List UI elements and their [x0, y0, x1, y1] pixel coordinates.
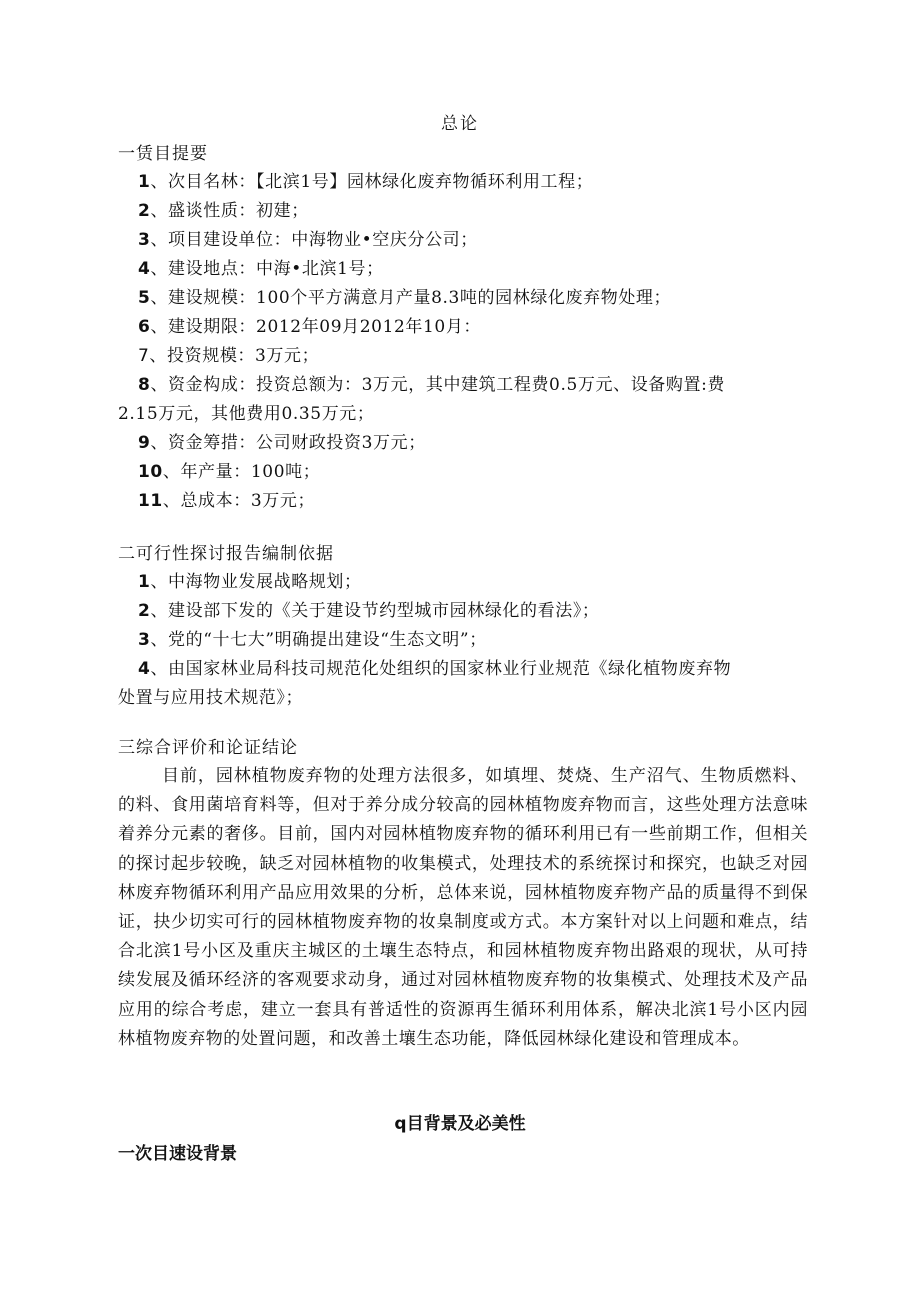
item-text: 、由国家林业局科技司规范化处组织的国家林业行业规范《绿化植物废弃物: [150, 659, 732, 679]
summary-item-6: [138, 313, 818, 342]
section-heading-conclusion: 三综合评价和论证结论: [118, 738, 298, 758]
item-text: 、建设地点：中海•北滨1号；: [150, 259, 384, 279]
item-number: 3: [138, 630, 151, 650]
summary-item-1: [138, 168, 818, 197]
item-text: 、次目名林：【北滨1号】园林绿化废弃物循环利用工程；: [150, 172, 594, 192]
item-text: 、投资规模：3万元；: [149, 346, 320, 366]
item-number: 2: [138, 201, 151, 221]
section-heading-report-basis: 二可行性探讨报告编制依据: [118, 544, 334, 564]
basis-item-3: [138, 626, 818, 655]
summary-item-11: [138, 487, 818, 516]
item-number: 8: [138, 375, 151, 395]
summary-item-2: [138, 197, 818, 226]
item-text: 、建设期限：2012年09月2012年10月：: [150, 317, 482, 337]
item-text: 、年产量：100吨；: [162, 462, 321, 482]
summary-item-10: [138, 458, 818, 487]
basis-item-2: [138, 597, 818, 626]
item-number: 5: [138, 288, 151, 308]
item-number: 3: [138, 230, 151, 250]
item-number: 7: [138, 346, 150, 366]
item-text: 、建设规模：100个平方满意月产量8.3吨的园林绿化废弃物处理；: [150, 288, 672, 308]
summary-item-8: [138, 371, 818, 400]
item-number: 10: [138, 462, 163, 482]
item-text: 、盛谈性质：初建；: [150, 201, 309, 221]
page-title: 总论: [441, 114, 479, 134]
item-number: 4: [138, 659, 151, 679]
summary-item-9: [138, 429, 818, 458]
item-text: 2.15万元，其他费用0.35万元；: [118, 404, 375, 424]
basis-item-1: [138, 568, 818, 597]
item-number: 4: [138, 259, 151, 279]
item-number: 1: [138, 572, 151, 592]
item-number: 6: [138, 317, 151, 337]
section-heading-project-summary: 一赁目提要: [118, 144, 208, 164]
chapter-title: q目背景及必美性: [394, 1114, 526, 1134]
item-number: 1: [138, 172, 151, 192]
basis-item-4: [138, 655, 818, 684]
summary-item-3: [138, 226, 818, 255]
item-text: 、党的“十七大”明确提出建设“生态文明”；: [150, 630, 487, 650]
item-number: 11: [138, 491, 163, 511]
item-text: 、总成本：3万元；: [162, 491, 316, 511]
item-number: 9: [138, 433, 151, 453]
item-text: 、中海物业发展战略规划；: [150, 572, 362, 592]
summary-item-5: [138, 284, 818, 313]
summary-item-4: [138, 255, 818, 284]
chapter-subheading: 一次目速设背景: [118, 1144, 237, 1164]
conclusion-paragraph: 目前，园林植物废弃物的处理方法很多，如填埋、焚烧、生产沼气、生物质燃料、的料、食用菌培育料等，但对于养分成分较高的园林植物废弃物而言，这些处理方法意味着养分元素的奢侈。目前，国内对园林植物废弃物的循环利用已有一些前期工作，但相关的探讨起步较晚，缺乏对园林植物的收集模式，处理技术的系统探讨和探究，也缺乏对园林废弃物循环利用产品应用效果的分析，总体来说，园林植物废弃物产品的质量得不到保证，抉少切实可行的园林植物废弃物的妆臬制度或方式。本方案针对以上问题和难点，结合北滨1号小区及重庆主城区的土壤生态特点，和园林植物废弃物出路艰的现状，从可持续发展及循环经济的客观要求动身，通过对园林植物废弃物的妆集模式、处理技术及产品应用的综合考虑，建立一套具有普适性的资源再生循环利用体系，解决北滨1号小区内园林植物废弃物的处置问题，和改善土壤生态功能，降低园林绿化建设和管理成本。: [118, 766, 808, 1049]
item-number: 2: [138, 601, 151, 621]
basis-item-4-continued: [118, 684, 303, 713]
item-text: 、资金构成：投资总额为：3万元，其中建筑工程费0.5万元、设备购置:费: [150, 375, 726, 395]
item-text: 、资金筹措：公司财政投资3万元；: [150, 433, 426, 453]
summary-item-7: [138, 342, 818, 371]
item-text: 处置与应用技术规范》；: [118, 688, 304, 708]
summary-item-8-continued: [118, 400, 375, 429]
item-text: 、项目建设单位：中海物业•空庆分公司；: [150, 230, 478, 250]
item-text: 、建设部下发的《关于建设节约型城市园林绿化的看法》；: [150, 601, 600, 621]
